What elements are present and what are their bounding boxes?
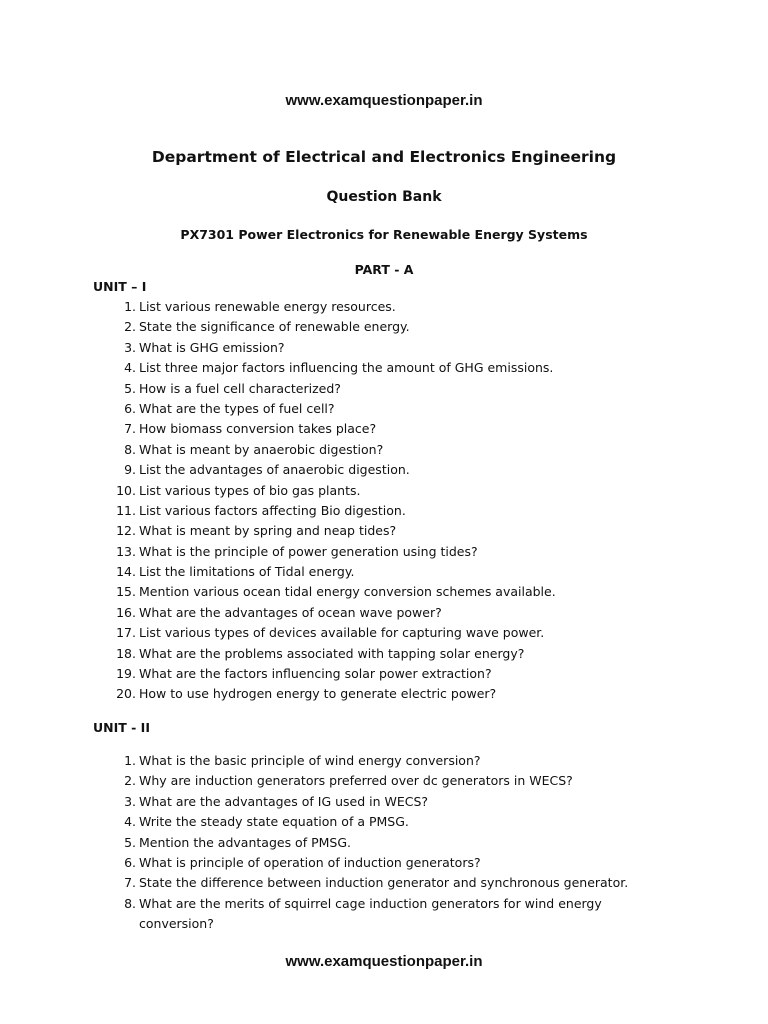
question-text: List the advantages of anaerobic digestion. — [139, 462, 410, 478]
question-text: What is meant by spring and neap tides? — [139, 523, 397, 539]
question-text: How to use hydrogen energy to generate electric power? — [139, 686, 497, 702]
list-item — [0, 582, 768, 602]
list-item — [0, 812, 768, 832]
list-item — [0, 833, 768, 853]
question-number: 7. — [124, 875, 136, 891]
list-item — [0, 751, 768, 771]
unit-heading: UNIT - II — [93, 720, 150, 735]
question-text: What are the problems associated with tapping solar energy? — [139, 645, 525, 661]
course-title: PX7301 Power Electronics for Renewable Energy Systems — [180, 227, 588, 242]
question-text: What is the basic principle of wind energy conversion? — [139, 753, 481, 768]
list-item — [0, 379, 768, 399]
list-item — [0, 297, 768, 317]
question-list-unit-2 — [0, 751, 768, 935]
list-item — [0, 684, 768, 704]
list-item — [0, 853, 768, 873]
question-number: 3. — [124, 339, 136, 355]
question-number: 2. — [124, 319, 136, 335]
question-number: 5. — [124, 834, 136, 850]
question-text: List various renewable energy resources. — [139, 299, 396, 314]
question-number: 7. — [124, 421, 136, 437]
question-text: State the significance of renewable energy. — [139, 319, 410, 335]
list-item — [0, 460, 768, 480]
question-list-unit-1 — [0, 297, 768, 705]
question-number: 1. — [124, 753, 136, 768]
question-number: 16. — [116, 604, 136, 620]
question-number: 8. — [124, 441, 136, 457]
question-number: 4. — [124, 814, 136, 830]
question-number: 2. — [124, 773, 136, 789]
question-number: 19. — [116, 666, 136, 682]
question-number: 12. — [116, 523, 136, 539]
question-text: What are the types of fuel cell? — [139, 400, 335, 416]
unit-heading: UNIT – I — [93, 279, 147, 294]
question-text: What is principle of operation of induction generators? — [139, 854, 481, 870]
list-item — [0, 419, 768, 439]
question-number: 15. — [116, 584, 136, 600]
list-item — [0, 481, 768, 501]
list-item — [0, 873, 768, 893]
question-number: 17. — [116, 625, 136, 641]
question-number: 11. — [116, 502, 136, 518]
part-heading: PART - A — [354, 262, 414, 277]
question-text: What are the merits of squirrel cage induction generators for wind energy conversion? — [139, 895, 602, 932]
question-text: What is GHG emission? — [139, 339, 285, 355]
list-item — [0, 338, 768, 358]
list-item — [0, 792, 768, 812]
question-text: List various types of bio gas plants. — [139, 482, 361, 498]
department-title: Department of Electrical and Electronics Engineering — [151, 148, 617, 166]
question-text: List three major factors influencing the amount of GHG emissions. — [139, 360, 554, 376]
question-text: How is a fuel cell characterized? — [139, 380, 341, 396]
question-text: State the difference between induction generator and synchronous generator. — [139, 875, 629, 891]
question-number: 13. — [116, 543, 136, 559]
question-text: Mention various ocean tidal energy conversion schemes available. — [139, 584, 556, 600]
question-text: List the limitations of Tidal energy. — [139, 564, 355, 580]
question-number: 3. — [124, 793, 136, 809]
question-text: How biomass conversion takes place? — [139, 421, 377, 437]
list-item — [0, 501, 768, 521]
list-item — [0, 317, 768, 337]
question-number: 4. — [124, 360, 136, 376]
list-item — [0, 644, 768, 664]
question-number: 18. — [116, 645, 136, 661]
list-item — [0, 521, 768, 541]
header-website-url: www.examquestionpaper.in — [285, 92, 483, 109]
question-text: What are the factors influencing solar power extraction? — [139, 666, 492, 682]
question-text: What are the advantages of IG used in WECS? — [139, 793, 429, 809]
question-number: 6. — [124, 854, 136, 870]
question-number: 9. — [124, 462, 136, 478]
question-bank-title: Question Bank — [326, 189, 442, 205]
question-text: List various factors affecting Bio digestion. — [139, 502, 406, 518]
list-item — [0, 562, 768, 582]
question-text: What are the advantages of ocean wave power? — [139, 604, 442, 620]
list-item — [0, 623, 768, 643]
list-item — [0, 603, 768, 623]
question-text: List various types of devices available for capturing wave power. — [139, 625, 545, 641]
question-number: 14. — [116, 564, 136, 580]
list-item — [0, 440, 768, 460]
list-item — [0, 771, 768, 791]
question-text: Why are induction generators preferred over dc generators in WECS? — [139, 773, 573, 789]
question-number: 6. — [124, 400, 136, 416]
question-text: What is meant by anaerobic digestion? — [139, 441, 384, 457]
list-item — [0, 664, 768, 684]
question-number: 1. — [124, 299, 136, 314]
list-item — [0, 358, 768, 378]
question-text: Mention the advantages of PMSG. — [139, 834, 351, 850]
list-item — [0, 399, 768, 419]
list-item — [0, 542, 768, 562]
question-number: 20. — [116, 686, 136, 702]
list-item — [0, 894, 768, 935]
question-text: What is the principle of power generation using tides? — [139, 543, 478, 559]
question-number: 8. — [124, 895, 136, 911]
question-number: 5. — [124, 380, 136, 396]
question-number: 10. — [116, 482, 136, 498]
question-text: Write the steady state equation of a PMSG. — [139, 814, 409, 830]
footer-website-url: www.examquestionpaper.in — [285, 953, 483, 970]
